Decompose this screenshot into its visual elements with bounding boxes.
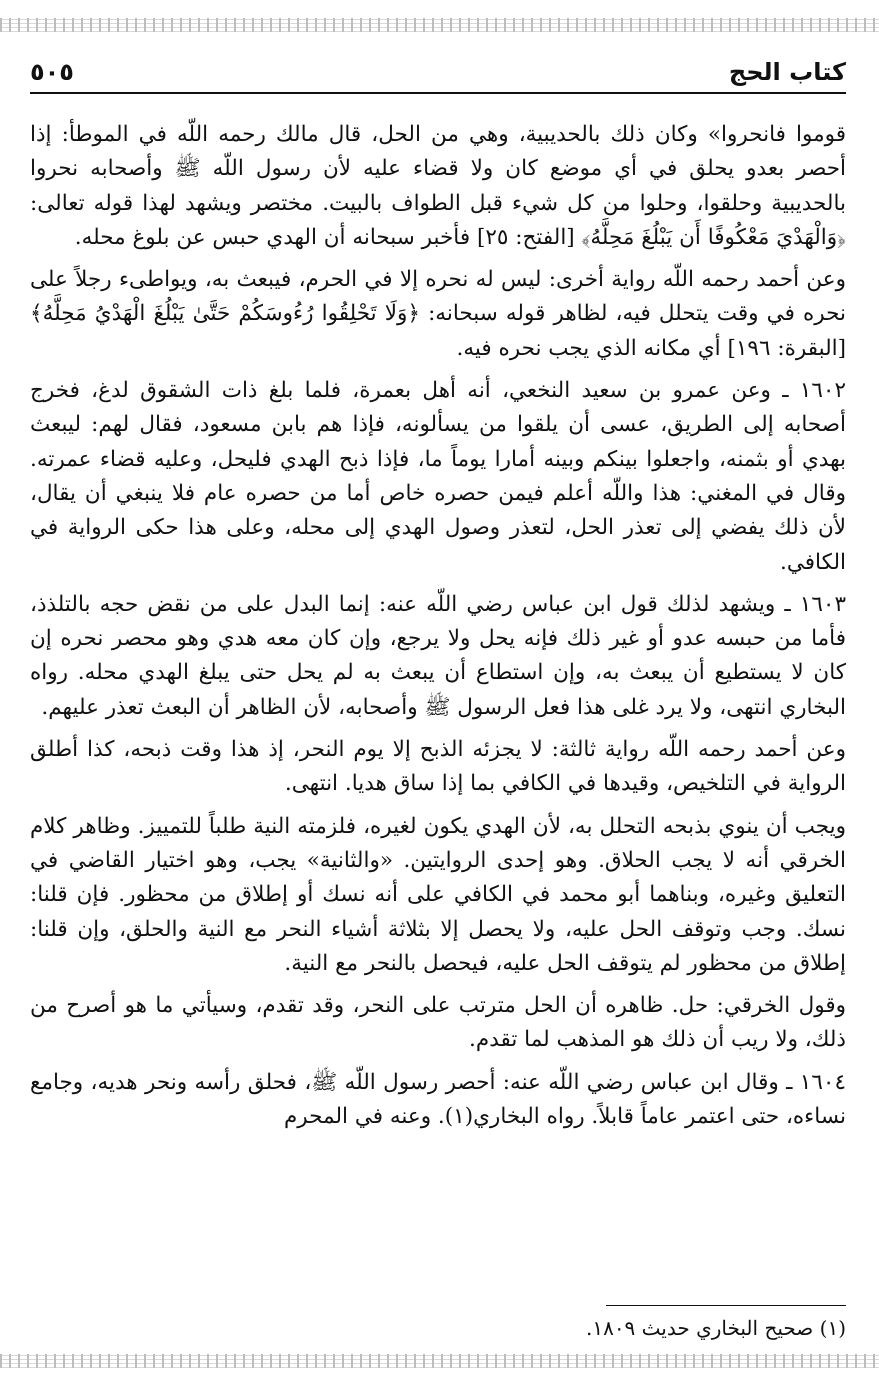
- paragraph-hadith-1602: ١٦٠٢ ـ وعن عمرو بن سعيد النخعي، أنه أهل بعمرة، فلما بلغ ذات الشقوق لدغ، فخرج أصحابه إلى الطريق، عسى أن يلقوا من يسألونه، فإذا هم بابن مسعود، فقال لهم: ليبعث بهدي أو بثمنه، واجعلوا بينكم وبينه أمارا يوماً ما، فإذا ذبح الهدي فليحل، وعليه قضاء عمرته. وقال في المغني: هذا واللّه أعلم فيمن حصره خاص أما من حصره عام فلا ينبغي أن يقال، لأن ذلك يفضي إلى تعذر الحل، لتعذر وصول الهدي إلى محله، وعلى هذا حكى الرواية في الكافي.: [30, 378, 846, 575]
- footnote-divider: [606, 1305, 846, 1306]
- paragraph-7: وقول الخرقي: حل. ظاهره أن الحل مترتب على النحر، وقد تقدم، وسيأتي ما هو أصرح من ذلك، ولا ريب أن ذلك هو المذهب لما تقدم.: [30, 993, 846, 1053]
- body-text: [30, 118, 846, 1134]
- running-title: كتاب الحج: [728, 58, 846, 86]
- paragraph-6: ويجب أن ينوي بذبحه التحلل به، لأن الهدي يكون لغيره، فلزمته النية طلباً للتمييز. وظاهر كلام الخرقي أنه لا يجب الحلاق. وهو إحدى الروايتين. «والثانية» يجب، وهو اختيار القاضي في التعليق وغيره، وبناهما أبو محمد في الكافي على أنه نسك أو إطلاق من محظور. فإن قلنا: نسك. وجب وتوقف الحل عليه، ولا يحصل إلا بثلاثة أشياء النحر مع النية والحلق، وإن قلنا: إطلاق من محظور لم يتوقف الحل عليه، فيحصل بالنحر مع النية.: [30, 813, 846, 976]
- paragraph-hadith-1603: ١٦٠٣ ـ ويشهد لذلك قول ابن عباس رضي اللّه عنه: إنما البدل على من نقض حجه بالتلذذ، فأما من حبسه عدو أو غير ذلك فإنه يحل ولا يرجع، وإن كان معه هدي وهو محصر نحره إن كان لا يستطيع أن يبعث به، وإن استطاع أن يبعث به لم يحل حتى يبلغ الهدي محله. رواه البخاري انتهى، ولا يرد غلى هذا فعل الرسول ﷺ وأصحابه، لأن الظاهر أن البعث تعذر عليهم.: [30, 591, 846, 720]
- top-ornamental-border: [0, 18, 879, 32]
- paragraph-hadith-1604: ١٦٠٤ ـ وقال ابن عباس رضي اللّه عنه: أحصر رسول اللّه ﷺ، فحلق رأسه ونحر هديه، وجامع نساءه، حتى اعتمر عاماً قابلاً. رواه البخاري(١). وعنه في المحرم: [30, 1069, 846, 1130]
- paragraph-2: وعن أحمد رحمه اللّه رواية أخرى: ليس له نحره إلا في الحرم، فيبعث به، ويواطىء رجلاً على نحره في وقت يتحلل فيه، لظاهر قوله سبحانه: ﴿وَلَا تَحْلِقُوا رُءُوسَكُمْ حَتَّىٰ يَبْلُغَ الْهَدْيُ مَحِلَّهُ﴾ [البقرة: ١٩٦] أي مكانه الذي يجب نحره فيه.: [30, 267, 846, 361]
- paragraph-5: وعن أحمد رحمه اللّه رواية ثالثة: لا يجزئه الذبح إلا يوم النحر، إذ هذا وقت ذبحه، كذا أطلق الرواية في التلخيص، وقيدها في الكافي بما إذا ساق هديا. انتهى.: [30, 737, 846, 797]
- page-header: [30, 56, 846, 94]
- paragraph-1: قوموا فانحروا» وكان ذلك بالحديبية، وهي من الحل، قال مالك رحمه اللّه في الموطأ: إذا أحصر بعدو يحلق في أي موضع كان ولا قضاء عليه لأن رسول اللّه ﷺ وأصحابه نحروا بالحديبية وحلقوا، وحلوا من كل شيء قبل الطواف بالبيت. مختصر ويشهد لهذا قوله تعالى: ﴿وَالْهَدْيَ مَعْكُوفًا أَن يَبْلُغَ مَحِلَّهُ﴾ [الفتح: ٢٥] فأخبر سبحانه أن الهدي حبس عن بلوغ محله.: [30, 122, 846, 250]
- bottom-ornamental-border: [0, 1354, 879, 1368]
- footnote: (١) صحيح البخاري حديث ١٨٠٩.: [585, 1316, 846, 1340]
- page-number: ٥٠٥: [30, 58, 74, 86]
